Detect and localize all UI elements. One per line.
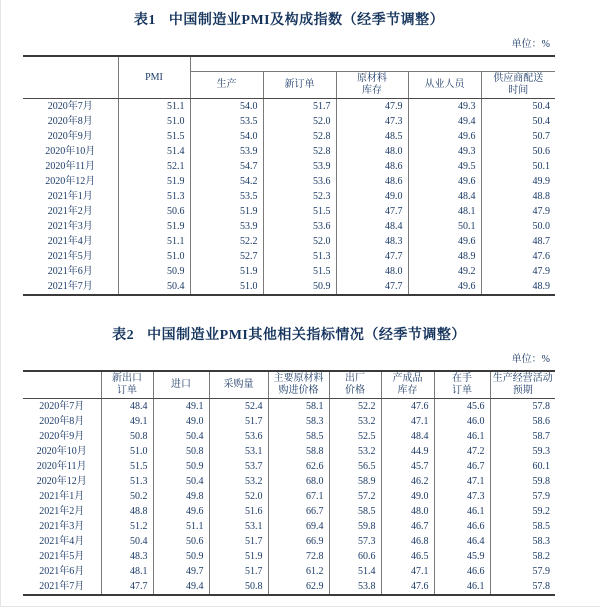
cell-value: 47.6 [381, 579, 434, 595]
cell-value: 47.9 [336, 98, 408, 114]
table2-unit-label: 单位：% [511, 353, 550, 365]
row-date: 2020年10月 [36, 446, 87, 457]
cell-value: 51.7 [209, 414, 268, 429]
cell-value: 50.6 [118, 204, 190, 219]
cell-value: 50.0 [481, 219, 555, 234]
cell-value: 53.6 [263, 174, 336, 189]
cell-value: 46.0 [434, 414, 490, 429]
table1-header-supplier-delivery-time: 供应商配送 时间 [481, 71, 555, 98]
cell-value: 52.4 [209, 399, 268, 415]
cell-value: 50.8 [209, 579, 268, 595]
cell-value: 54.0 [190, 98, 263, 114]
cell-value: 58.9 [329, 474, 381, 489]
table2-tag: 表2 [112, 327, 135, 343]
cell-value: 51.1 [153, 519, 209, 534]
cell-value: 48.4 [101, 399, 153, 415]
table2-title-text: 中国制造业PMI其他相关指标情况（经季节调整） [147, 327, 466, 343]
cell-value: 49.1 [153, 399, 209, 415]
cell-value: 47.1 [381, 414, 434, 429]
cell-value: 58.6 [490, 414, 555, 429]
cell-value: 53.9 [263, 159, 336, 174]
cell-value: 50.9 [263, 279, 336, 295]
cell-value: 46.4 [434, 534, 490, 549]
row-date: 2020年7月 [39, 401, 85, 412]
cell-value: 57.8 [490, 399, 555, 415]
cell-value: 50.6 [153, 534, 209, 549]
row-date: 2020年11月 [36, 461, 87, 472]
cell-value: 51.1 [118, 98, 190, 114]
cell-value: 58.7 [490, 429, 555, 444]
cell-value: 62.6 [268, 459, 329, 474]
cell-value: 51.2 [101, 519, 153, 534]
cell-value: 50.8 [153, 444, 209, 459]
table1-header-new-orders: 新订单 [263, 71, 336, 98]
cell-value: 51.3 [118, 189, 190, 204]
row-date: 2020年12月 [45, 175, 96, 187]
cell-value: 53.6 [263, 219, 336, 234]
cell-value: 53.2 [329, 444, 381, 459]
cell-value: 50.1 [481, 159, 555, 174]
row-date: 2021年3月 [47, 220, 93, 232]
cell-value: 59.3 [490, 444, 555, 459]
cell-value: 57.8 [490, 579, 555, 595]
cell-value: 50.8 [101, 429, 153, 444]
pmi-composition-table [23, 55, 555, 296]
cell-value: 49.2 [408, 264, 481, 279]
table-row [23, 474, 555, 489]
table-row [23, 174, 555, 189]
table-row [23, 249, 555, 264]
table2-header-new-export-orders: 新出口 订单 [101, 371, 153, 399]
cell-value: 49.3 [408, 144, 481, 159]
cell-value: 45.9 [434, 549, 490, 564]
table-row [23, 534, 555, 549]
cell-value: 58.8 [268, 444, 329, 459]
cell-value: 49.0 [336, 189, 408, 204]
row-date: 2021年6月 [39, 566, 85, 577]
row-date: 2020年9月 [39, 431, 85, 442]
table1-header [23, 56, 555, 98]
cell-value: 51.0 [190, 279, 263, 295]
table2-header-input-prices: 主要原材料 购进价格 [268, 371, 329, 399]
table-row [23, 159, 555, 174]
cell-value: 47.1 [434, 474, 490, 489]
cell-value: 57.2 [329, 489, 381, 504]
cell-value: 50.4 [101, 534, 153, 549]
cell-value: 49.9 [481, 174, 555, 189]
row-date: 2021年3月 [39, 521, 85, 532]
cell-value: 49.3 [408, 98, 481, 114]
cell-value: 51.3 [263, 249, 336, 264]
cell-value: 49.5 [408, 159, 481, 174]
cell-value: 54.7 [190, 159, 263, 174]
cell-value: 66.7 [268, 504, 329, 519]
cell-value: 48.4 [381, 429, 434, 444]
table1-header-spacer [190, 56, 555, 71]
cell-value: 49.6 [153, 504, 209, 519]
table-row [23, 264, 555, 279]
row-date: 2021年4月 [47, 235, 93, 247]
table-row [23, 129, 555, 144]
table-row [23, 489, 555, 504]
cell-value: 51.9 [118, 219, 190, 234]
cell-value: 49.7 [153, 564, 209, 579]
table2-body [23, 399, 555, 596]
cell-value: 49.4 [408, 114, 481, 129]
cell-value: 50.9 [153, 549, 209, 564]
cell-value: 51.0 [118, 114, 190, 129]
cell-value: 49.0 [381, 489, 434, 504]
cell-value: 48.4 [408, 189, 481, 204]
cell-value: 52.1 [118, 159, 190, 174]
cell-value: 52.5 [329, 429, 381, 444]
cell-value: 50.9 [153, 459, 209, 474]
cell-value: 48.0 [381, 504, 434, 519]
cell-value: 47.9 [481, 204, 555, 219]
table-row [23, 114, 555, 129]
table2-header-backlog-orders: 在手 订单 [434, 371, 490, 399]
cell-value: 50.4 [153, 429, 209, 444]
row-date: 2021年2月 [47, 205, 93, 217]
cell-value: 50.6 [481, 144, 555, 159]
table2-header-finished-goods-inventory: 产成品 库存 [381, 371, 434, 399]
cell-value: 51.3 [101, 474, 153, 489]
cell-value: 47.3 [434, 489, 490, 504]
cell-value: 54.0 [190, 129, 263, 144]
table-row [23, 98, 555, 114]
row-date: 2020年8月 [47, 115, 93, 127]
cell-value: 49.4 [153, 579, 209, 595]
cell-value: 53.6 [209, 429, 268, 444]
cell-value: 46.7 [434, 459, 490, 474]
cell-value: 47.7 [101, 579, 153, 595]
cell-value: 51.7 [209, 534, 268, 549]
table-row [23, 189, 555, 204]
table2-title [23, 296, 555, 345]
cell-value: 49.6 [408, 234, 481, 249]
cell-value: 56.5 [329, 459, 381, 474]
cell-value: 72.8 [268, 549, 329, 564]
table-row [23, 204, 555, 219]
cell-value: 50.1 [408, 219, 481, 234]
cell-value: 48.6 [336, 174, 408, 189]
table1-body [23, 98, 555, 295]
table1-title [23, 0, 555, 30]
cell-value: 53.9 [190, 144, 263, 159]
cell-value: 52.3 [263, 189, 336, 204]
cell-value: 47.7 [336, 204, 408, 219]
row-date: 2021年5月 [47, 250, 93, 262]
row-date: 2021年7月 [39, 581, 85, 592]
cell-value: 53.9 [190, 219, 263, 234]
cell-value: 53.5 [190, 114, 263, 129]
cell-value: 57.3 [329, 534, 381, 549]
table-row [23, 579, 555, 595]
cell-value: 46.7 [381, 519, 434, 534]
table1-header-production: 生产 [190, 71, 263, 98]
cell-value: 48.9 [481, 279, 555, 295]
cell-value: 49.8 [153, 489, 209, 504]
cell-value: 50.4 [118, 279, 190, 295]
cell-value: 57.9 [490, 489, 555, 504]
table1-unit-label: 单位：% [511, 39, 550, 50]
table1-header-date-empty [23, 56, 118, 98]
cell-value: 49.0 [153, 414, 209, 429]
cell-value: 47.6 [481, 249, 555, 264]
table-row [23, 459, 555, 474]
cell-value: 59.2 [490, 504, 555, 519]
row-date: 2020年7月 [47, 100, 93, 112]
cell-value: 46.1 [434, 429, 490, 444]
cell-value: 52.2 [329, 399, 381, 415]
cell-value: 51.4 [118, 144, 190, 159]
cell-value: 48.1 [101, 564, 153, 579]
table-row [23, 279, 555, 295]
cell-value: 48.5 [336, 129, 408, 144]
table2-header-business-expectations: 生产经营活动 预期 [490, 371, 555, 399]
table-row [23, 429, 555, 444]
cell-value: 60.6 [329, 549, 381, 564]
cell-value: 61.2 [268, 564, 329, 579]
cell-value: 47.7 [336, 249, 408, 264]
table1-tag: 表1 [133, 13, 156, 28]
pmi-related-indicators-table [23, 370, 555, 597]
cell-value: 45.6 [434, 399, 490, 415]
cell-value: 52.8 [263, 129, 336, 144]
cell-value: 52.7 [190, 249, 263, 264]
cell-value: 58.5 [268, 429, 329, 444]
cell-value: 53.7 [209, 459, 268, 474]
table-row [23, 444, 555, 459]
cell-value: 51.9 [190, 204, 263, 219]
cell-value: 58.5 [329, 504, 381, 519]
cell-value: 47.6 [381, 399, 434, 415]
cell-value: 46.8 [381, 534, 434, 549]
cell-value: 49.6 [408, 279, 481, 295]
cell-value: 48.0 [336, 264, 408, 279]
cell-value: 48.8 [481, 189, 555, 204]
cell-value: 47.1 [381, 564, 434, 579]
cell-value: 58.1 [268, 399, 329, 415]
cell-value: 46.5 [381, 549, 434, 564]
table2-header-purchasing-volume: 采购量 [209, 371, 268, 399]
table1-title-text: 中国制造业PMI及构成指数（经季节调整） [168, 13, 445, 28]
row-date: 2021年5月 [39, 551, 85, 562]
table-row [23, 549, 555, 564]
cell-value: 46.6 [434, 564, 490, 579]
cell-value: 50.4 [481, 98, 555, 114]
row-date: 2021年6月 [47, 265, 93, 277]
cell-value: 53.2 [209, 474, 268, 489]
cell-value: 50.2 [101, 489, 153, 504]
cell-value: 57.9 [490, 564, 555, 579]
row-date: 2020年9月 [47, 130, 93, 142]
table2-header-imports: 进口 [153, 371, 209, 399]
cell-value: 59.8 [329, 519, 381, 534]
table-row [23, 399, 555, 415]
cell-value: 51.5 [101, 459, 153, 474]
cell-value: 53.1 [209, 444, 268, 459]
cell-value: 49.1 [101, 414, 153, 429]
cell-value: 46.1 [434, 504, 490, 519]
cell-value: 46.2 [381, 474, 434, 489]
cell-value: 46.1 [434, 579, 490, 595]
cell-value: 52.0 [263, 114, 336, 129]
cell-value: 49.6 [408, 129, 481, 144]
cell-value: 52.0 [263, 234, 336, 249]
cell-value: 47.9 [481, 264, 555, 279]
cell-value: 66.9 [268, 534, 329, 549]
cell-value: 51.9 [118, 174, 190, 189]
cell-value: 44.9 [381, 444, 434, 459]
cell-value: 51.7 [209, 564, 268, 579]
cell-value: 51.5 [263, 204, 336, 219]
cell-value: 48.3 [101, 549, 153, 564]
cell-value: 54.2 [190, 174, 263, 189]
cell-value: 62.9 [268, 579, 329, 595]
row-date: 2020年8月 [39, 416, 85, 427]
cell-value: 51.5 [118, 129, 190, 144]
cell-value: 51.9 [209, 549, 268, 564]
cell-value: 48.8 [101, 504, 153, 519]
cell-value: 48.1 [408, 204, 481, 219]
row-date: 2020年12月 [36, 476, 87, 487]
table1-header-raw-materials-inventory: 原材料 库存 [336, 71, 408, 98]
row-date: 2020年11月 [45, 160, 96, 172]
cell-value: 67.1 [268, 489, 329, 504]
cell-value: 46.6 [434, 519, 490, 534]
cell-value: 50.9 [118, 264, 190, 279]
cell-value: 47.7 [336, 279, 408, 295]
cell-value: 69.4 [268, 519, 329, 534]
row-date: 2021年7月 [47, 280, 93, 292]
cell-value: 58.5 [490, 519, 555, 534]
row-date: 2021年2月 [39, 506, 85, 517]
cell-value: 48.4 [336, 219, 408, 234]
cell-value: 51.5 [263, 264, 336, 279]
cell-value: 53.5 [190, 189, 263, 204]
cell-value: 53.8 [329, 579, 381, 595]
cell-value: 51.1 [118, 234, 190, 249]
cell-value: 51.0 [101, 444, 153, 459]
row-date: 2021年1月 [47, 190, 93, 202]
table-row [23, 219, 555, 234]
table2-header-date-empty [23, 371, 101, 399]
table2-header [23, 371, 555, 399]
cell-value: 50.7 [481, 129, 555, 144]
cell-value: 52.8 [263, 144, 336, 159]
cell-value: 51.0 [118, 249, 190, 264]
cell-value: 50.4 [481, 114, 555, 129]
table1-header-employment: 从业人员 [408, 71, 481, 98]
cell-value: 51.6 [209, 504, 268, 519]
table-row [23, 504, 555, 519]
cell-value: 49.6 [408, 174, 481, 189]
cell-value: 52.0 [209, 489, 268, 504]
cell-value: 51.4 [329, 564, 381, 579]
cell-value: 68.0 [268, 474, 329, 489]
cell-value: 48.0 [336, 144, 408, 159]
table-row [23, 234, 555, 249]
cell-value: 45.7 [381, 459, 434, 474]
table-row [23, 564, 555, 579]
row-date: 2021年4月 [39, 536, 85, 547]
cell-value: 58.2 [490, 549, 555, 564]
cell-value: 47.2 [434, 444, 490, 459]
cell-value: 51.9 [190, 264, 263, 279]
cell-value: 52.2 [190, 234, 263, 249]
row-date: 2020年10月 [45, 145, 96, 157]
cell-value: 58.3 [268, 414, 329, 429]
table-row [23, 519, 555, 534]
cell-value: 58.3 [490, 534, 555, 549]
cell-value: 60.1 [490, 459, 555, 474]
cell-value: 51.7 [263, 98, 336, 114]
cell-value: 50.4 [153, 474, 209, 489]
cell-value: 59.8 [490, 474, 555, 489]
table-row [23, 414, 555, 429]
table-row [23, 144, 555, 159]
cell-value: 53.1 [209, 519, 268, 534]
cell-value: 48.6 [336, 159, 408, 174]
table1-header-pmi: PMI [118, 56, 190, 98]
table2-header-output-prices: 出厂 价格 [329, 371, 381, 399]
cell-value: 48.3 [336, 234, 408, 249]
cell-value: 48.9 [408, 249, 481, 264]
cell-value: 47.3 [336, 114, 408, 129]
row-date: 2021年1月 [39, 491, 85, 502]
cell-value: 48.7 [481, 234, 555, 249]
cell-value: 53.2 [329, 414, 381, 429]
